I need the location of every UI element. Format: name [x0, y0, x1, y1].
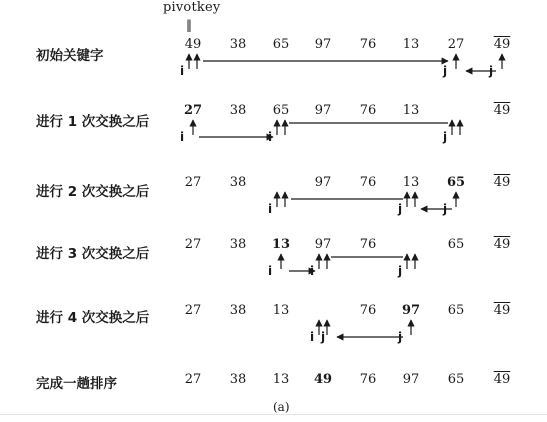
key-value: 97 [314, 175, 332, 190]
key-value: 65 [447, 303, 465, 318]
key-value: 49 [184, 37, 202, 52]
key-value: 38 [229, 303, 247, 318]
key-value: 97 [314, 37, 332, 52]
key-value: 76 [359, 103, 377, 118]
key-value: 13 [402, 37, 420, 52]
key-value: 76 [359, 175, 377, 190]
key-value: 49 [493, 175, 511, 190]
pointer-j-label: j [321, 330, 326, 344]
key-value: 97 [401, 303, 421, 318]
pointer-i-label: i [310, 264, 315, 278]
pointer-i-label: i [180, 130, 185, 144]
row-label: 完成一趟排序 [36, 376, 117, 392]
pointer-i-label: i [268, 130, 273, 144]
key-value: 49 [493, 103, 511, 118]
pivot-marker: ‖ [186, 18, 192, 32]
key-value: 76 [359, 303, 377, 318]
key-value: 76 [359, 37, 377, 52]
key-value: 65 [447, 237, 465, 252]
key-value: 27 [184, 372, 202, 387]
key-value: 27 [184, 237, 202, 252]
key-value: 38 [229, 175, 247, 190]
key-value: 13 [272, 372, 290, 387]
row-label: 进行 1 次交换之后 [36, 114, 150, 130]
key-value: 65 [447, 372, 465, 387]
key-value: 13 [402, 103, 420, 118]
pointer-j-label: j [443, 64, 448, 78]
row-label: 进行 3 次交换之后 [36, 246, 150, 262]
pointer-i-label: i [310, 330, 315, 344]
key-value: 38 [229, 237, 247, 252]
key-value: 97 [314, 237, 332, 252]
pointer-j-label: j [398, 202, 403, 216]
key-value: 38 [229, 372, 247, 387]
pointer-j-label: j [443, 130, 448, 144]
key-value: 76 [359, 372, 377, 387]
pointer-i-label: i [268, 202, 273, 216]
pivotkey-label: pivotkey [163, 0, 221, 15]
key-value: 13 [271, 237, 291, 252]
key-value: 65 [446, 175, 466, 190]
key-value: 27 [184, 175, 202, 190]
key-value: 27 [183, 103, 203, 118]
key-value: 65 [272, 103, 290, 118]
key-value: 76 [359, 237, 377, 252]
key-value: 49 [493, 303, 511, 318]
row-label: 进行 4 次交换之后 [36, 310, 150, 326]
pointer-j-label: j [489, 64, 494, 78]
key-value: 65 [272, 37, 290, 52]
key-value: 38 [229, 37, 247, 52]
pointer-i-label: i [268, 264, 273, 278]
key-value: 97 [314, 103, 332, 118]
key-value: 49 [493, 237, 511, 252]
key-value: 97 [402, 372, 420, 387]
key-value: 13 [272, 303, 290, 318]
row-label: 进行 2 次交换之后 [36, 184, 150, 200]
key-value: 49 [493, 37, 511, 52]
key-value: 27 [184, 303, 202, 318]
key-value: 49 [313, 372, 333, 387]
pointer-j-label: j [443, 202, 448, 216]
pointer-i-label: i [180, 64, 185, 78]
key-value: 27 [447, 37, 465, 52]
pointer-j-label: j [398, 330, 403, 344]
pointer-j-label: j [398, 264, 403, 278]
key-value: 49 [493, 372, 511, 387]
key-value: 13 [402, 175, 420, 190]
row-label: 初始关键字 [36, 48, 104, 64]
divider [0, 414, 547, 415]
key-value: 38 [229, 103, 247, 118]
figure-caption: (a) [273, 400, 290, 414]
